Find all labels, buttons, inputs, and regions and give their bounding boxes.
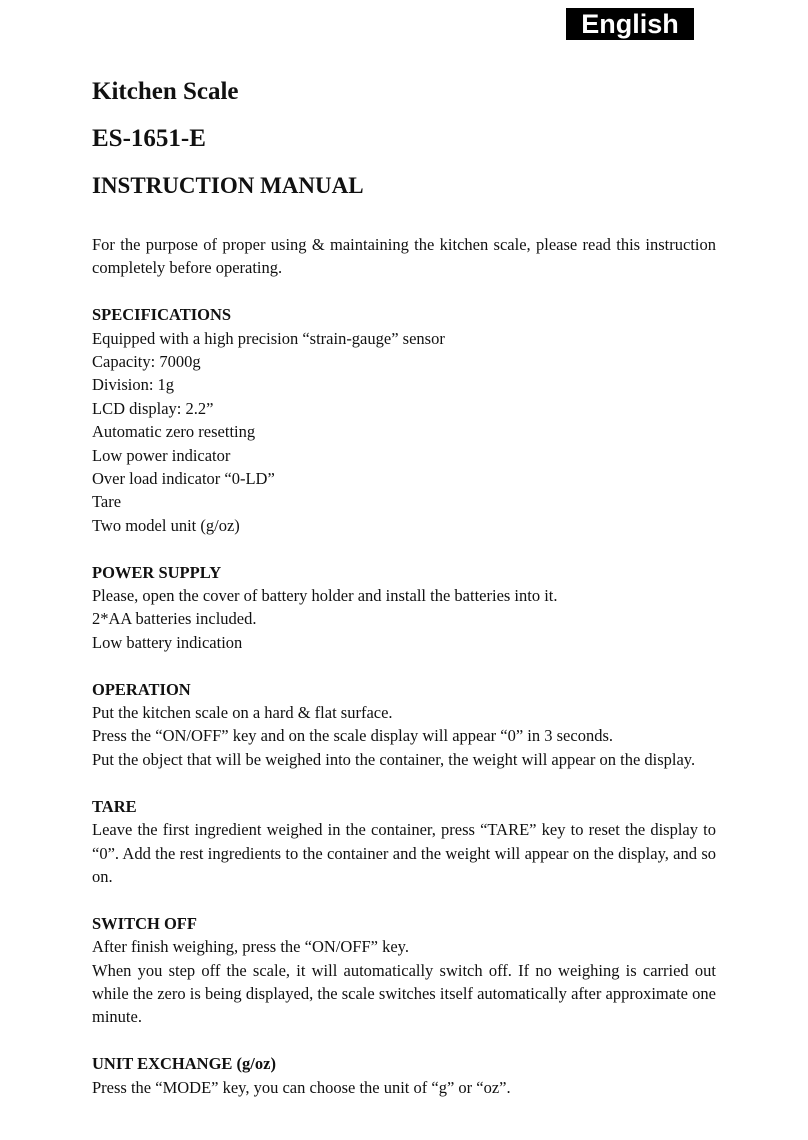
- operation-line: Put the object that will be weighed into the container, the weight will appear on the display.: [92, 749, 696, 769]
- unit-exchange-line: Press the “MODE” key, you can choose the unit of “g” or “oz”.: [92, 1077, 511, 1097]
- section-unit-exchange: [92, 1052, 716, 1099]
- section-tare: [92, 795, 716, 889]
- switch-off-line: After finish weighing, press the “ON/OFF” key.: [92, 937, 409, 957]
- manual-body: [92, 233, 716, 1099]
- product-title: Kitchen Scale: [92, 78, 239, 105]
- spec-line: Equipped with a high precision “strain-gauge” sensor: [92, 328, 445, 348]
- power-line: Please, open the cover of battery holder and install the batteries into it.: [92, 586, 558, 606]
- spec-line: Division: 1g: [92, 375, 175, 395]
- manual-title: INSTRUCTION MANUAL: [92, 173, 364, 198]
- intro-paragraph: For the purpose of proper using & maintaining the kitchen scale, please read this instruction completely before operating.: [92, 235, 716, 278]
- spec-line: Automatic zero resetting: [92, 422, 256, 442]
- power-line: Low battery indication: [92, 632, 243, 652]
- operation-line: Press the “ON/OFF” key and on the scale display will appear “0” in 3 seconds.: [92, 726, 613, 746]
- spec-line: Over load indicator “0-LD”: [92, 469, 275, 489]
- model-number: ES-1651-E: [92, 125, 206, 152]
- section-specifications: [92, 303, 716, 537]
- spec-line: Capacity: 7000g: [92, 352, 201, 372]
- switch-off-line: When you step off the scale, it will automatically switch off. If no weighing is carried out while the zero is being displayed, the scale switches itself automatically after approximate one minute.: [92, 960, 716, 1027]
- section-heading: POWER SUPPLY: [92, 562, 222, 582]
- power-line: 2*AA batteries included.: [92, 609, 257, 629]
- section-heading: SPECIFICATIONS: [92, 305, 232, 325]
- spec-line: Tare: [92, 492, 122, 512]
- operation-line: Put the kitchen scale on a hard & flat surface.: [92, 703, 393, 723]
- section-power-supply: [92, 561, 716, 655]
- spec-line: LCD display: 2.2”: [92, 398, 214, 418]
- section-heading: UNIT EXCHANGE (g/oz): [92, 1054, 276, 1074]
- section-heading: OPERATION: [92, 679, 191, 699]
- section-heading: SWITCH OFF: [92, 913, 197, 933]
- section-operation: [92, 678, 716, 772]
- spec-line: Two model unit (g/oz): [92, 515, 240, 535]
- language-badge: English: [566, 8, 694, 40]
- section-switch-off: [92, 912, 716, 1029]
- spec-line: Low power indicator: [92, 445, 231, 465]
- tare-line: Leave the first ingredient weighed in the container, press “TARE” key to reset the display to “0”. Add the rest ingredients to the container and the weight will appear on the display, and so on.: [92, 820, 716, 886]
- section-heading: TARE: [92, 796, 137, 816]
